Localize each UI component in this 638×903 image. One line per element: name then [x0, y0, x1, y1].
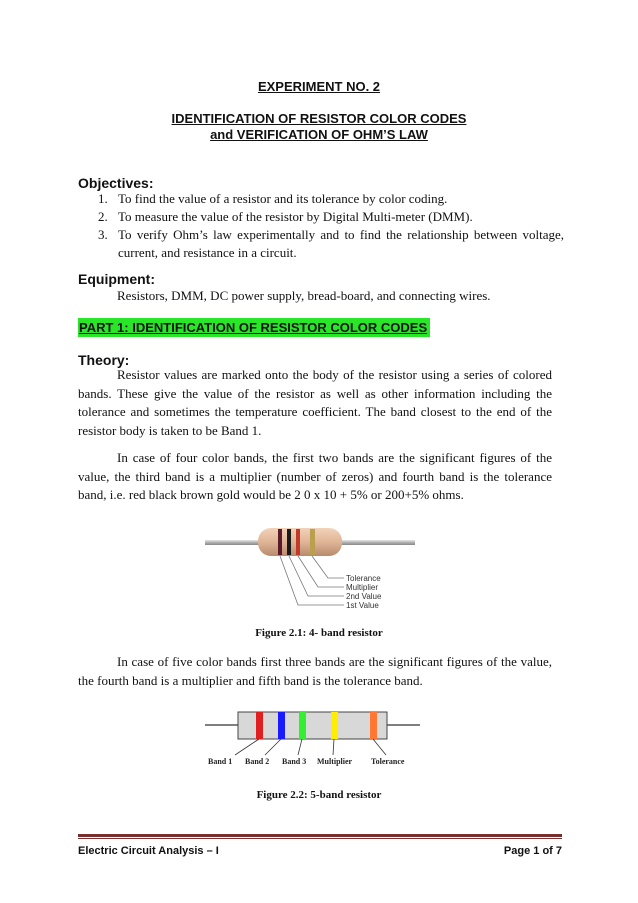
part1-heading: PART 1: IDENTIFICATION OF RESISTOR COLOR CODES	[78, 318, 430, 337]
theory-paragraph-2: In case of four color bands, the first two bands are the significant figures of the value, the third band is a multiplier (number of zeros) and fourth band is the tolerance band, i.e. red black brown gold would be 2 0 x 10 + 5% or 200+5% ohms.	[78, 450, 552, 502]
label-tolerance: Tolerance	[371, 757, 405, 766]
band-1	[256, 712, 263, 739]
figure2-caption: Figure 2.2: 5-band resistor	[256, 789, 382, 801]
objective-item: 3. To verify Ohm’s law experimentally and to find the relationship between voltage, current, and resistance in a circuit.	[98, 227, 564, 260]
label-multiplier: Multiplier	[317, 757, 353, 766]
theory-paragraph-3: In case of five color bands first three bands are the significant figures of the value, the fourth band is a multiplier and fifth band is the tolerance band.	[78, 654, 552, 688]
band-2	[278, 712, 285, 739]
figure1-caption: Figure 2.1: 4- band resistor	[255, 627, 383, 639]
band-3	[299, 712, 306, 739]
experiment-title-line2: and VERIFICATION OF OHM’S LAW	[210, 127, 428, 142]
experiment-title-line1: IDENTIFICATION OF RESISTOR COLOR CODES	[171, 111, 467, 126]
theory-paragraph-1: Resistor values are marked onto the body of the resistor using a series of colored bands. These give the value of the resistor as well as other information including the tolerance and sometimes the temperature coefficient. The band closest to the end of the resistor body is taken to be Band 1.	[78, 367, 552, 438]
label-multiplier: Multiplier	[346, 583, 379, 592]
equipment-text: Resistors, DMM, DC power supply, bread-board, and connecting wires.	[117, 288, 491, 303]
footer-divider	[78, 834, 562, 837]
objectives-list	[98, 190, 564, 262]
label-tolerance: Tolerance	[346, 574, 381, 583]
band-5	[370, 712, 377, 739]
pointer-lines	[280, 556, 344, 605]
objective-item: 1. To find the value of a resistor and its tolerance by color coding.	[98, 191, 448, 206]
experiment-number: EXPERIMENT NO. 2	[257, 79, 381, 94]
footer-page-number: Page 1 of 7	[503, 845, 562, 857]
objectives-heading: Objectives:	[78, 175, 154, 191]
four-band-resistor-figure	[200, 520, 420, 615]
band-4	[331, 712, 338, 739]
label-2nd-value: 2nd Value	[346, 592, 382, 601]
label-band-1: Band 1	[208, 757, 233, 766]
label-1st-value: 1st Value	[346, 601, 379, 610]
five-band-resistor-figure	[205, 705, 420, 770]
label-band-2: Band 2	[245, 757, 270, 766]
footer-divider-thin	[78, 838, 562, 839]
band-1	[278, 529, 282, 555]
band-4	[310, 529, 315, 555]
equipment-heading: Equipment:	[78, 271, 155, 287]
pointer-lines	[235, 739, 386, 755]
label-band-3: Band 3	[282, 757, 307, 766]
theory-heading: Theory:	[78, 352, 130, 368]
objective-item: 2. To measure the value of the resistor by Digital Multi-meter (DMM).	[98, 209, 473, 224]
band-2	[287, 529, 291, 555]
footer-course-title: Electric Circuit Analysis – I	[78, 845, 219, 857]
band-3	[296, 529, 300, 555]
